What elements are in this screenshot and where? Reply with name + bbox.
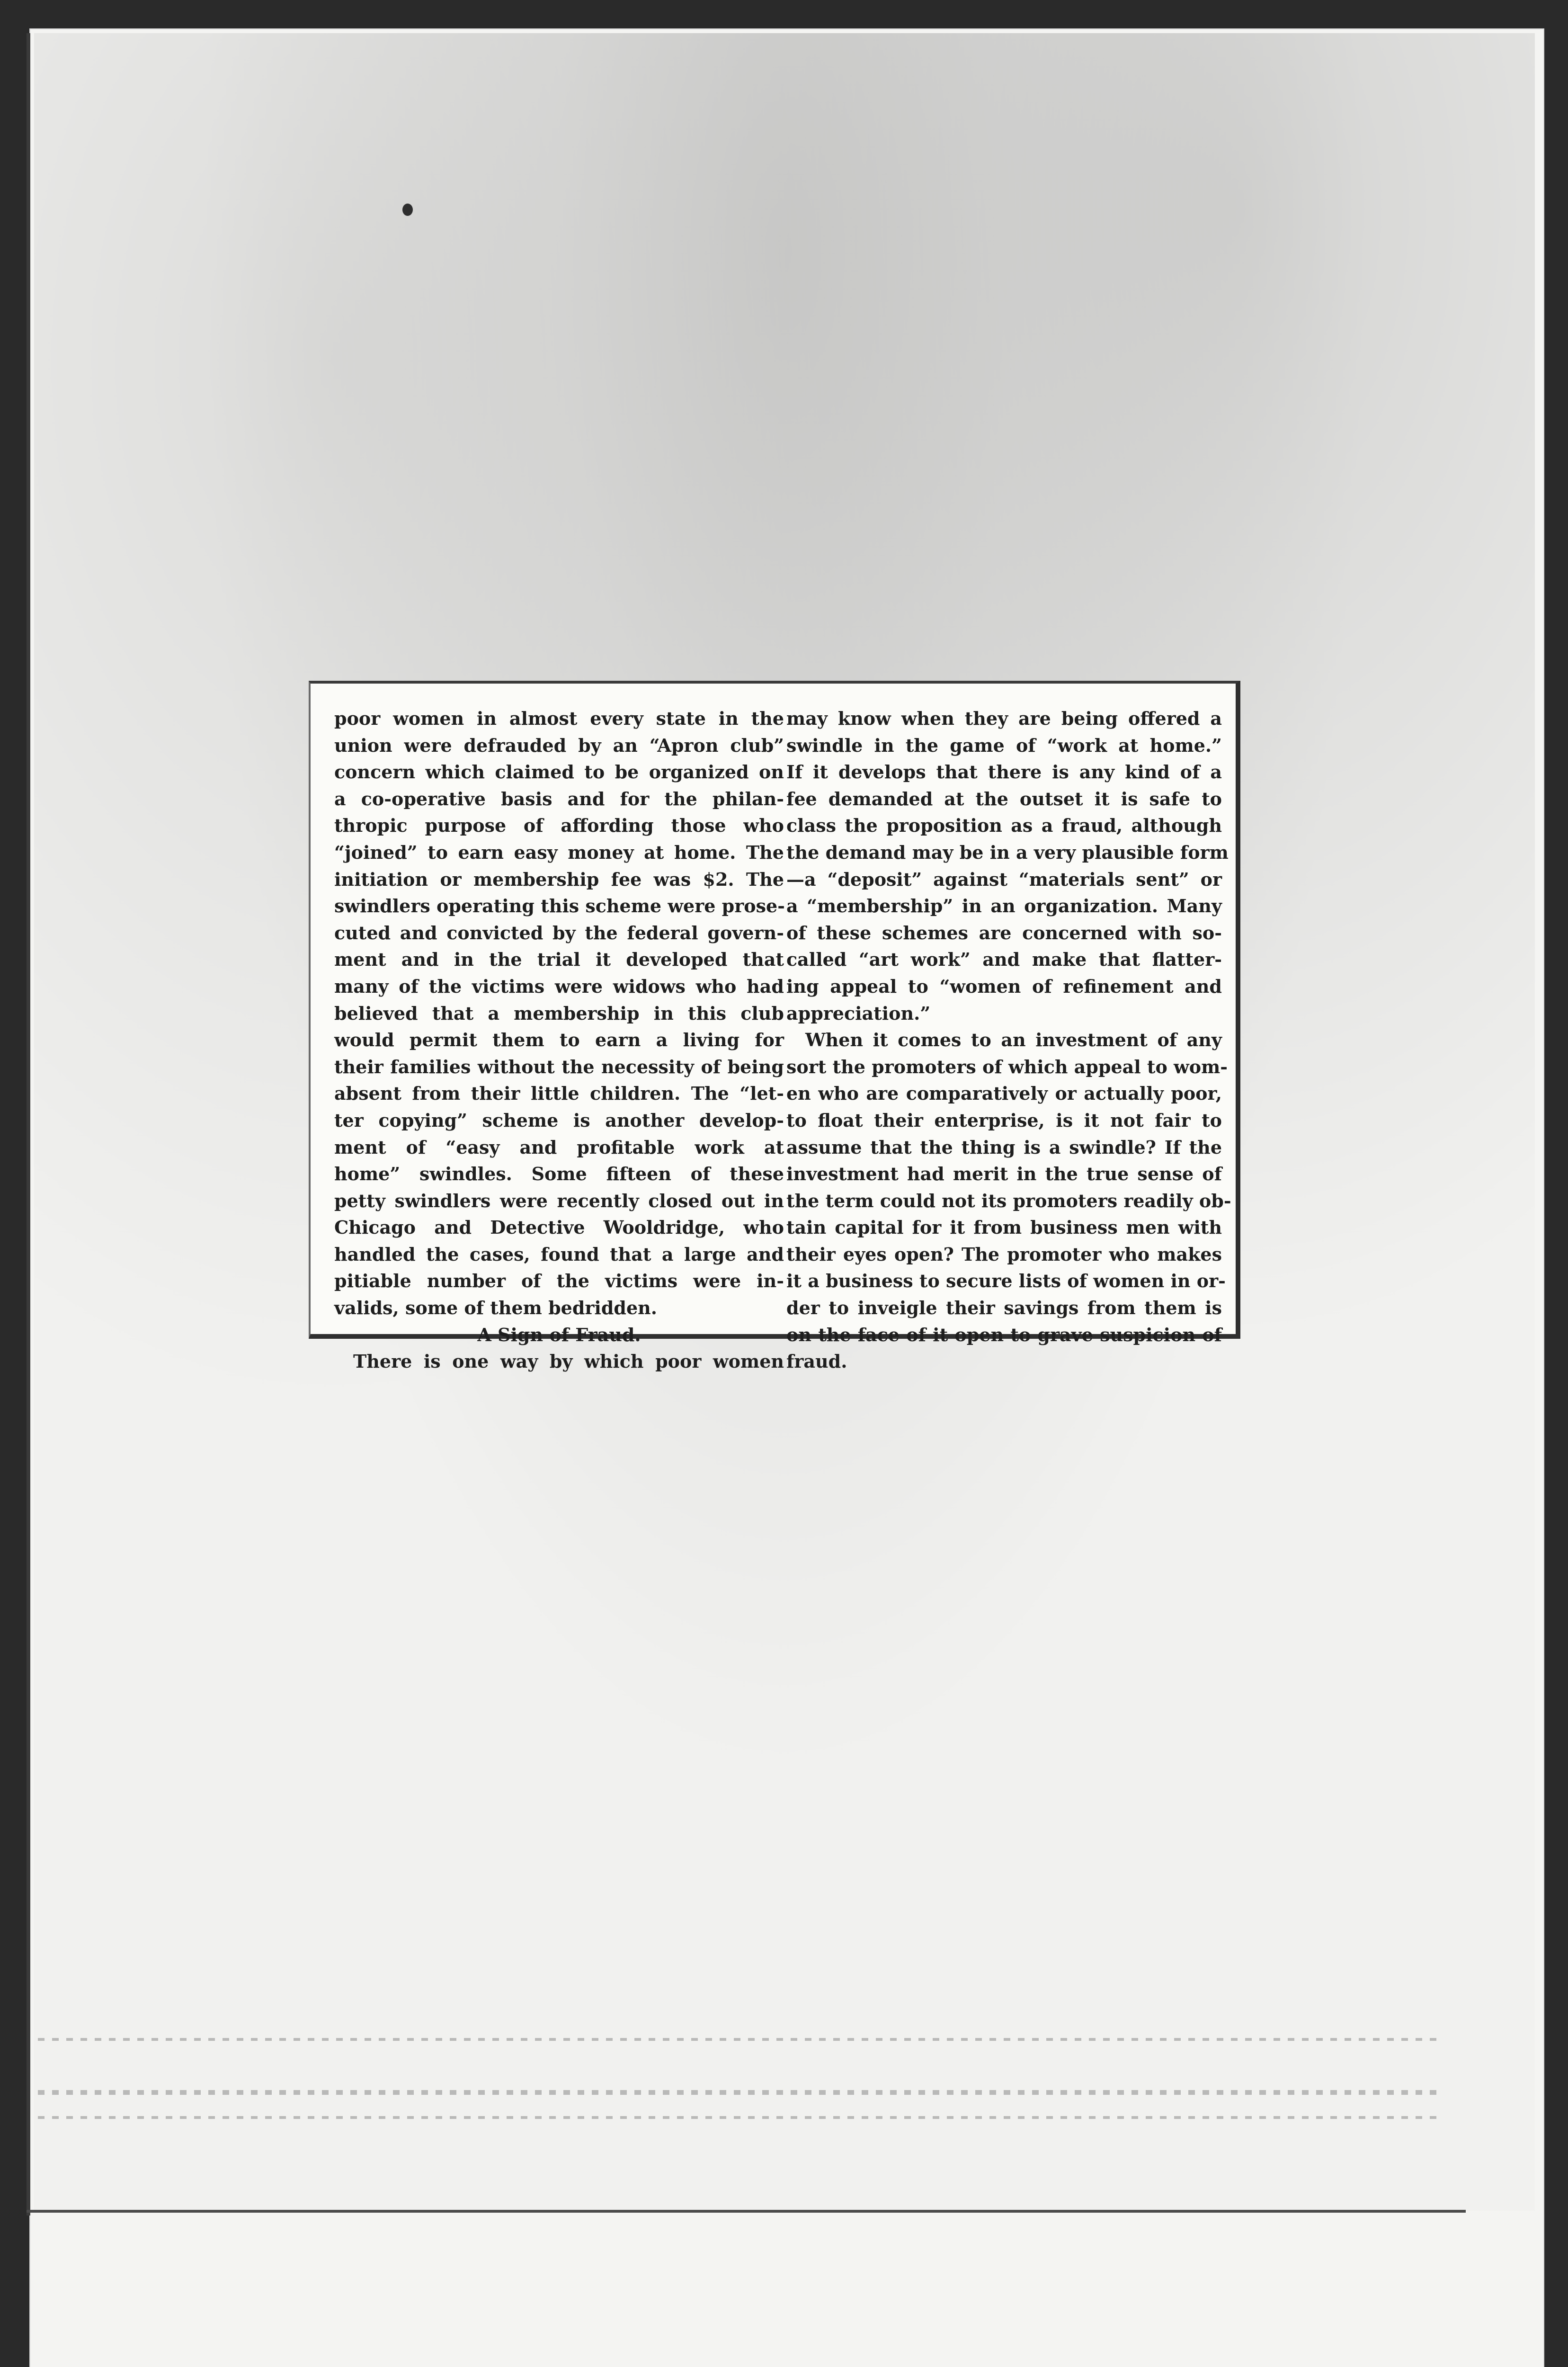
text-line: absent from their little children. The “let- [334, 1083, 784, 1104]
text-line: sort the promoters of which appeal to wom- [786, 1056, 1228, 1077]
text-line: investment had merit in the true sense of [786, 1163, 1222, 1185]
text-line: poor women in almost every state in the [334, 708, 784, 729]
text-line: Chicago and Detective Wooldridge, who [334, 1217, 784, 1238]
text-line: —a “deposit” against “materials sent” or [786, 868, 1222, 890]
text-line: the demand may be in a very plausible form [786, 841, 1229, 863]
text-line: on the face of it open to grave suspicion of [786, 1324, 1222, 1345]
text-line: their families without the necessity of being [334, 1056, 784, 1077]
text-line: petty swindlers were recently closed out in [334, 1190, 784, 1211]
text-line: swindlers operating this scheme were prose- [334, 895, 785, 917]
text-line: ing appeal to “women of refinement and [786, 975, 1222, 997]
text-line: handled the cases, found that a large and [334, 1243, 784, 1265]
text-line: There is one way by which poor women [353, 1351, 784, 1372]
text-line: valids, some of them bedridden. [334, 1297, 658, 1319]
text-line: cuted and convicted by the federal govern- [334, 922, 784, 943]
text-line: ment of “easy and profitable work at [334, 1136, 784, 1158]
text-line: fraud. [786, 1351, 847, 1372]
scan-noise-band [38, 2090, 1439, 2095]
text-line: their eyes open? The promoter who makes [786, 1243, 1222, 1265]
article-subheading: A Sign of Fraud. [477, 1324, 641, 1345]
text-line: fee demanded at the outset it is safe to [786, 788, 1222, 810]
text-line: would permit them to earn a living for [334, 1029, 784, 1051]
ink-speck [402, 204, 413, 216]
text-line: class the proposition as a fraud, although [786, 815, 1222, 836]
text-line: a co-operative basis and for the philan- [334, 788, 784, 810]
text-line: pitiable number of the victims were in- [334, 1270, 784, 1292]
article-left-column [334, 705, 784, 1375]
text-line: of these schemes are concerned with so- [786, 922, 1222, 943]
text-line: the term could not its promoters readily ob- [786, 1190, 1231, 1211]
scan-noise-band [38, 2038, 1439, 2041]
text-line: ment and in the trial it developed that [334, 949, 784, 970]
text-line: concern which claimed to be organized on [334, 761, 784, 783]
text-line: union were defrauded by an “Apron club” [334, 734, 784, 756]
newspaper-clipping [309, 681, 1240, 1372]
text-line: many of the victims were widows who had [334, 975, 784, 997]
text-line: it a business to secure lists of women in or- [786, 1270, 1226, 1292]
text-line: home” swindles. Some fifteen of these [334, 1163, 784, 1185]
text-line: initiation or membership fee was $2. The [334, 868, 784, 890]
text-line: When it comes to an investment of any [805, 1029, 1222, 1051]
left-page-edge [27, 33, 30, 2216]
text-line: believed that a membership in this club [334, 1002, 784, 1024]
text-line: swindle in the game of “work at home.” [786, 734, 1222, 756]
text-line: may know when they are being offered a [786, 708, 1222, 729]
text-line: appreciation.” [786, 1002, 931, 1024]
text-line: a “membership” in an organization. Many [786, 895, 1222, 917]
text-line: “joined” to earn easy money at home. The [334, 841, 784, 863]
text-line: der to inveigle their savings from them is [786, 1297, 1222, 1319]
text-line: tain capital for it from business men with [786, 1217, 1222, 1238]
text-line: assume that the thing is a swindle? If the [786, 1136, 1222, 1158]
text-line: en who are comparatively or actually poor, [786, 1083, 1222, 1104]
text-line: called “art work” and make that flatter- [786, 949, 1222, 970]
article-right-column [786, 705, 1231, 1375]
text-line: thropic purpose of affording those who [334, 815, 784, 836]
scan-noise-band [38, 2116, 1439, 2119]
text-line: to float their enterprise, is it not fair to [786, 1109, 1222, 1131]
bottom-page-edge [27, 2210, 1466, 2213]
text-line: ter copying” scheme is another develop- [334, 1109, 784, 1131]
text-line: If it develops that there is any kind of a [786, 761, 1222, 783]
